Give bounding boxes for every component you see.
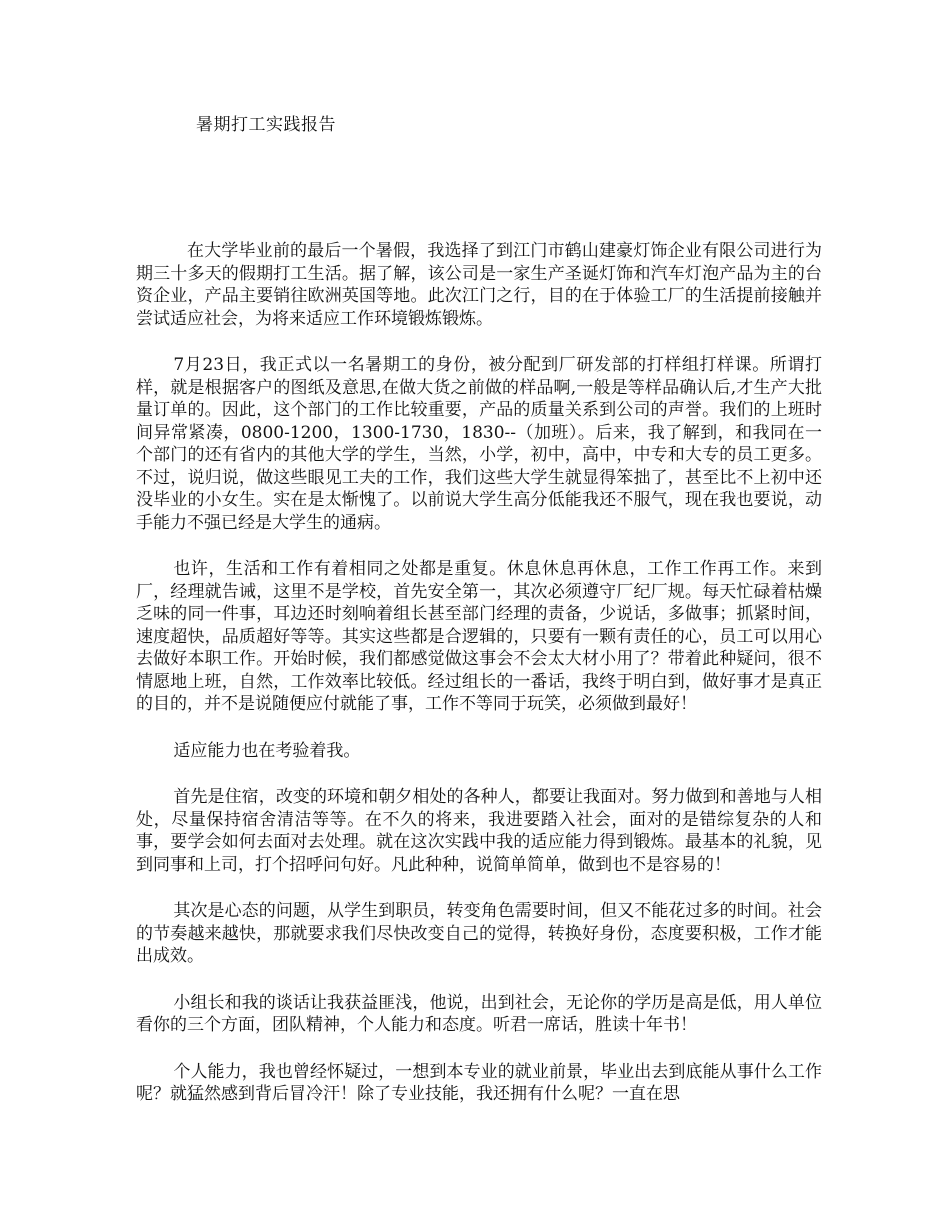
paragraph-2: 7月23日，我正式以一名暑期工的身份，被分配到厂研发部的打样组打样课。所谓打样，就是根据客户的图纸及意思,在做大货之前做的样品啊,一般是等样品确认后,才生产大批量订单的。因此，这个部门的工作比较重要，产品的质量关系到公司的声誉。我们的上班时间异常紧凑，0800-1200，1300-1730，1830--（加班）。后来，我了解到，和我同在一个部门的还有省内的其他大学的学生，当然，小学，初中，高中，中专和大专的员工更多。不过，说归说，做这些眼见工夫的工作，我们这些大学生就显得笨拙了，甚至比不上初中还没毕业的小女生。实在是太惭愧了。以前说大学生高分低能我还不服气，现在我也要说，动手能力不强已经是大学生的通病。 xyxy=(136,355,822,533)
paragraph-3: 也许，生活和工作有着相同之处都是重复。休息休息再休息，工作工作再工作。来到厂，经理就告诫，这里不是学校，首先安全第一，其次必须遵守厂纪厂规。每天忙碌着枯燥乏味的同一件事，耳边还时刻响着组长甚至部门经理的责备，少说话，多做事；抓紧时间，速度超快，品质超好等等。其实这些都是合逻辑的，只要有一颗有责任的心，员工可以用心去做好本职工作。开始时候，我们都感觉做这事会不会太大材小用了？带着此种疑问，很不情愿地上班，自然，工作效率比较低。经过组长的一番话，我终于明白到，做好事才是真正的目的，并不是说随便应付就能了事，工作不等同于玩笑，必须做到最好！ xyxy=(136,559,822,714)
document-title: 暑期打工实践报告 xyxy=(196,115,336,135)
paragraph-8: 个人能力，我也曾经怀疑过，一想到本专业的就业前景，毕业出去到底能从事什么工作呢？就猛然感到背后冒冷汗！除了专业技能，我还拥有什么呢？一直在思 xyxy=(136,1061,822,1104)
document-body xyxy=(136,240,822,1130)
paragraph-7: 小组长和我的谈话让我获益匪浅，他说，出到社会，无论你的学历是高是低，用人单位看你的三个方面，团队精神，个人能力和态度。听君一席话，胜读十年书！ xyxy=(136,992,822,1035)
paragraph-4: 适应能力也在考验着我。 xyxy=(173,740,361,761)
paragraph-1: 在大学毕业前的最后一个暑假，我选择了到江门市鹤山建豪灯饰企业有限公司进行为期三十多天的假期打工生活。据了解，该公司是一家生产圣诞灯饰和汽车灯泡产品为主的台资企业，产品主要销往欧洲英国等地。此次江门之行，目的在于体验工厂的生活提前接触并尝试适应社会，为将来适应工作环境锻炼锻炼。 xyxy=(136,241,822,329)
paragraph-5: 首先是住宿，改变的环境和朝夕相处的各种人，都要让我面对。努力做到和善地与人相处，尽量保持宿舍清洁等等。在不久的将来，我进要踏入社会，面对的是错综复杂的人和事，要学会如何去面对去处理。就在这次实践中我的适应能力得到锻炼。最基本的礼貌，见到同事和上司，打个招呼问句好。凡此种种，说简单简单，做到也不是容易的！ xyxy=(136,787,822,875)
paragraph-6: 其次是心态的问题，从学生到职员，转变角色需要时间，但又不能花过多的时间。社会的节奏越来越快，那就要求我们尽快改变自己的觉得，转换好身份，态度要积极，工作才能出成效。 xyxy=(136,901,822,966)
